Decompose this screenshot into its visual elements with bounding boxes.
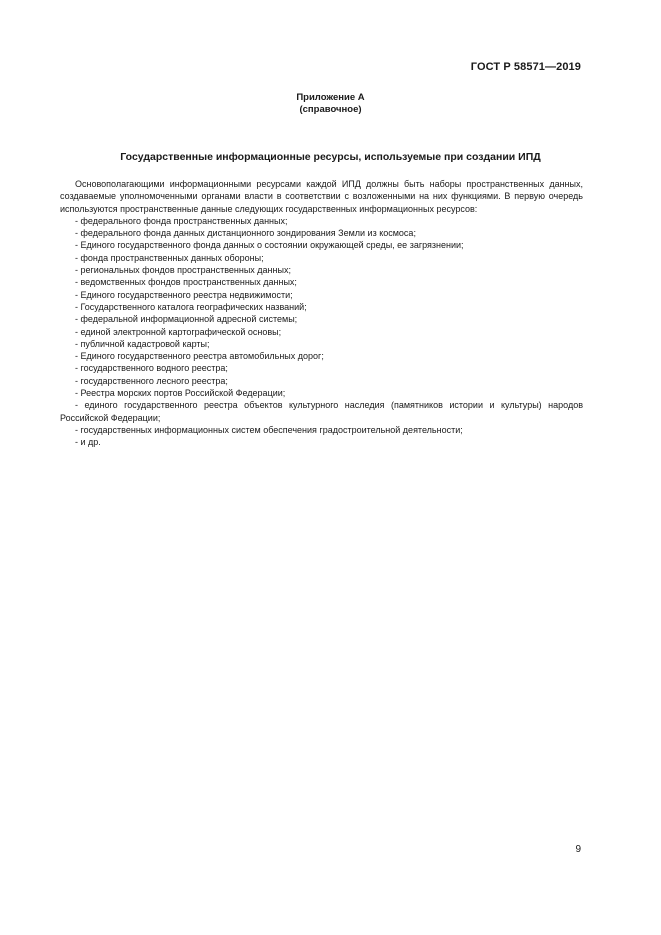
- list-item: - единой электронной картографической основы;: [75, 326, 282, 337]
- list-item: - ведомственных фондов пространственных данных;: [75, 277, 297, 288]
- list-item: - Единого государственного реестра автомобильных дорог;: [75, 351, 324, 362]
- list-item: - федеральной информационной адресной системы;: [75, 314, 298, 325]
- resource-list: [60, 215, 583, 449]
- list-item: - федерального фонда пространственных данных;: [75, 215, 288, 226]
- list-item: - единого государственного реестра объектов культурного наследия (памятников истории и культуры) народов Российской Федерации;: [60, 400, 583, 423]
- list-item: - государственного лесного реестра;: [75, 375, 228, 386]
- list-item: - Единого государственного фонда данных о состоянии окружающей среды, ее загрязнении;: [75, 240, 464, 251]
- list-item: - государственного водного реестра;: [75, 363, 228, 374]
- page-number: 9: [575, 844, 581, 855]
- intro-paragraph: Основополагающими информационными ресурсами каждой ИПД должны быть наборы пространственных данных, создаваемые уполномоченными органами власти в соответствии с возложенными на них функциями. В первую очередь используются пространственные данные следующих государственных информационных ресурсов:: [60, 179, 583, 214]
- list-item: - Единого государственного реестра недвижимости;: [75, 289, 293, 300]
- list-item: - публичной кадастровой карты;: [75, 338, 210, 349]
- body-text: [60, 178, 583, 449]
- list-item: - Государственного каталога географических названий;: [75, 301, 307, 312]
- list-item: - федерального фонда данных дистанционного зондирования Земли из космоса;: [75, 228, 416, 239]
- document-code: ГОСТ Р 58571—2019: [470, 61, 581, 73]
- list-item: - фонда пространственных данных обороны;: [75, 252, 264, 263]
- section-title: Государственные информационные ресурсы, используемые при создании ИПД: [120, 151, 541, 163]
- appendix-label: Приложение А: [296, 92, 365, 103]
- list-item: - региональных фондов пространственных данных;: [75, 265, 291, 276]
- appendix-heading: [0, 92, 661, 116]
- list-item: - и др.: [75, 437, 101, 448]
- appendix-type: (справочное): [299, 104, 362, 115]
- list-item: - Реестра морских портов Российской Федерации;: [75, 388, 286, 399]
- list-item: - государственных информационных систем обеспечения градостроительной деятельности;: [75, 424, 463, 435]
